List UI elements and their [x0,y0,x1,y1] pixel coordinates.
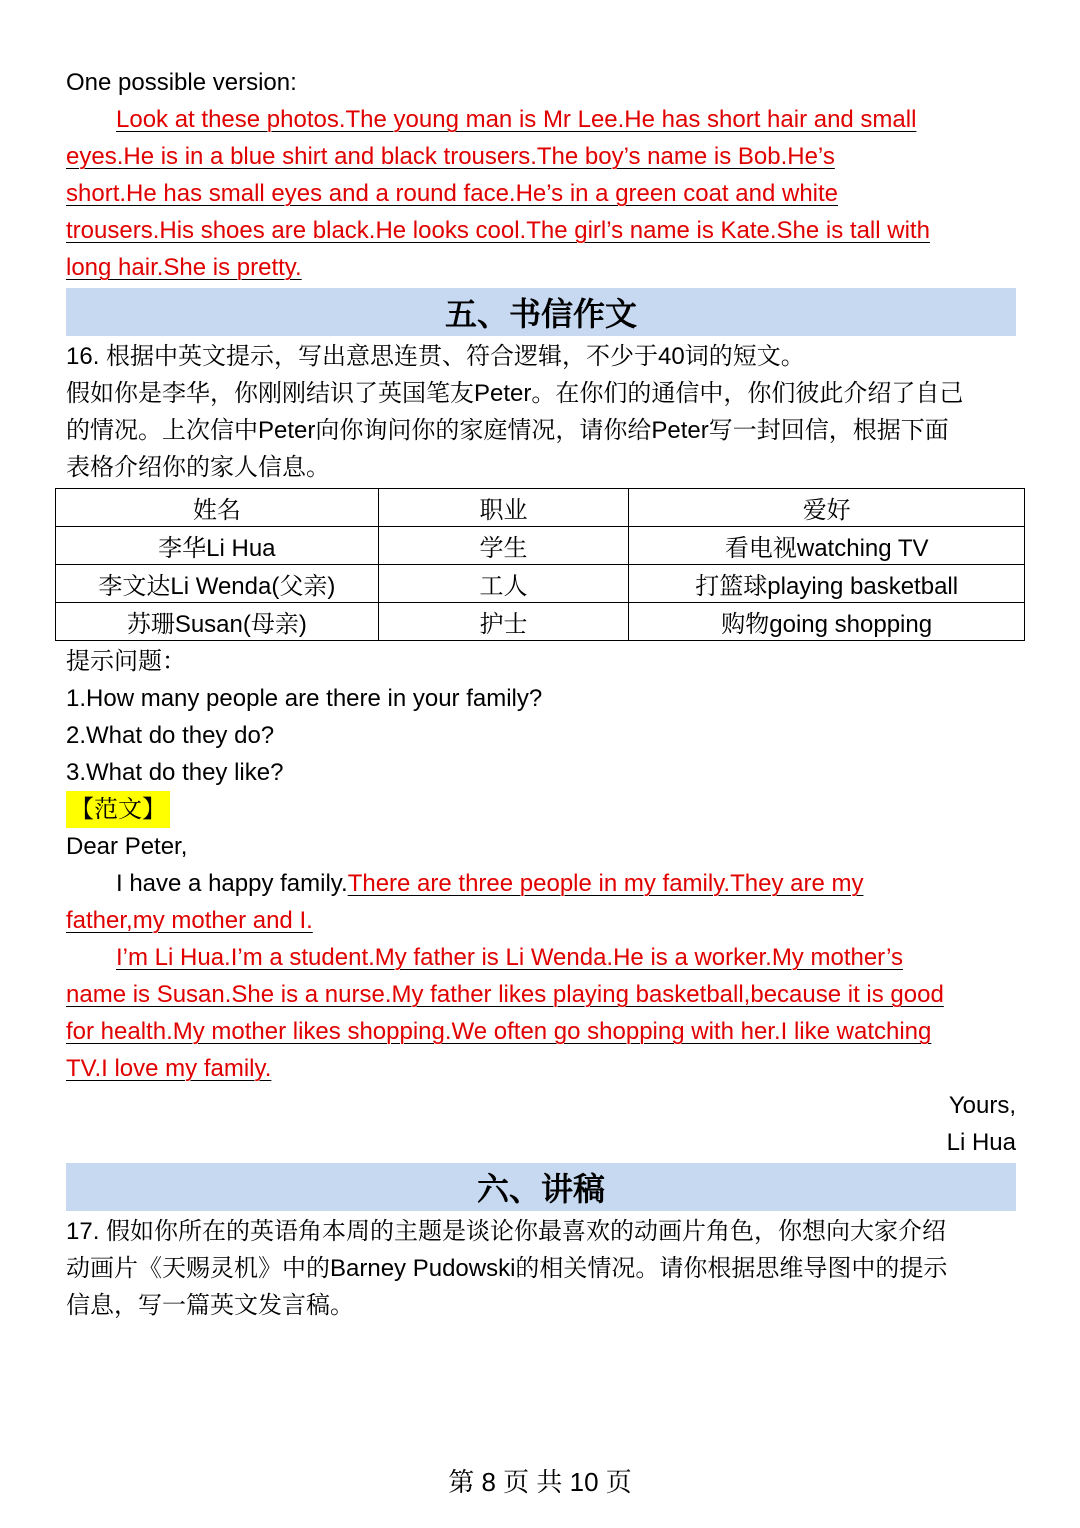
table-row [56,527,1025,565]
model-essay-tag: 【范文】 [66,791,170,828]
sample-essay-line: long hair.She is pretty. [66,254,302,281]
table-header-cell: 职业 [378,489,629,527]
family-info-table [55,488,1025,641]
question-16-line: 16. 根据中英文提示，写出意思连贯、符合逻辑，不少于40词的短文。 [66,343,805,370]
table-cell: 李华Li Hua [56,527,379,565]
table-row [56,565,1025,603]
table-row [56,603,1025,641]
sample-essay-line: eyes.He is in a blue shirt and black trousers.The boy’s name is Bob.He’s [66,143,835,170]
table-cell: 购物going shopping [629,603,1025,641]
question-16-line: 的情况。上次信中Peter向你询问你的家庭情况，请你给Peter写一封回信，根据下面 [66,417,949,444]
hint-item: 2.What do they do? [66,722,275,749]
table-cell: 看电视watching TV [629,527,1025,565]
question-17-line: 信息，写一篇英文发言稿。 [66,1292,354,1319]
sample-essay-line: trousers.His shoes are black.He looks cool.The girl’s name is Kate.She is tall with [66,217,930,244]
letter-red-text: TV.I love my family. [66,1055,272,1082]
table-cell: 护士 [378,603,629,641]
document-page [66,64,1016,1324]
hint-item: 3.What do they like? [66,759,284,786]
table-header-cell: 爱好 [629,489,1025,527]
letter-signature: Li Hua [946,1129,1016,1156]
hint-title: 提示问题： [66,648,186,675]
letter-red-text: I’m Li Hua.I’m a student.My father is Li Wenda.He is a worker.My mother’s [116,944,903,971]
letter-red-text: There are three people in my family.They are my [347,870,864,897]
sample-essay-line: Look at these photos.The young man is Mr Lee.He has short hair and small [116,106,917,133]
table-cell: 学生 [378,527,629,565]
table-cell: 打篮球playing basketball [629,565,1025,603]
table-cell: 李文达Li Wenda(父亲) [56,565,379,603]
table-header-row [56,489,1025,527]
letter-plain-text: I have a happy family. [116,870,348,897]
sample-intro: One possible version: [66,69,297,96]
letter-red-text: father,my mother and I. [66,907,313,934]
table-cell: 工人 [378,565,629,603]
question-16-line: 表格介绍你的家人信息。 [66,454,330,481]
table-header-cell: 姓名 [56,489,379,527]
question-17-line: 17. 假如你所在的英语角本周的主题是谈论你最喜欢的动画片角色，你想向大家介绍 [66,1218,947,1245]
question-17-line: 动画片《天赐灵机》中的Barney Pudowski的相关情况。请你根据思维导图中的提示 [66,1255,948,1282]
section-6-heading: 六、讲稿 [66,1163,1016,1211]
question-16-line: 假如你是李华，你刚刚结识了英国笔友Peter。在你们的通信中，你们彼此介绍了自己 [66,380,964,407]
letter-closing: Yours, [948,1092,1016,1119]
letter-red-text: name is Susan.She is a nurse.My father likes playing basketball,because it is good [66,981,944,1008]
table-cell: 苏珊Susan(母亲) [56,603,379,641]
letter-red-text: for health.My mother likes shopping.We often go shopping with her.I like watching [66,1018,932,1045]
page-number-footer: 第 8 页 共 10 页 [448,1467,632,1497]
letter-greeting: Dear Peter, [66,833,188,860]
hint-item: 1.How many people are there in your family? [66,685,543,712]
sample-essay-line: short.He has small eyes and a round face.He’s in a green coat and white [66,180,839,207]
section-5-heading: 五、书信作文 [66,288,1016,336]
